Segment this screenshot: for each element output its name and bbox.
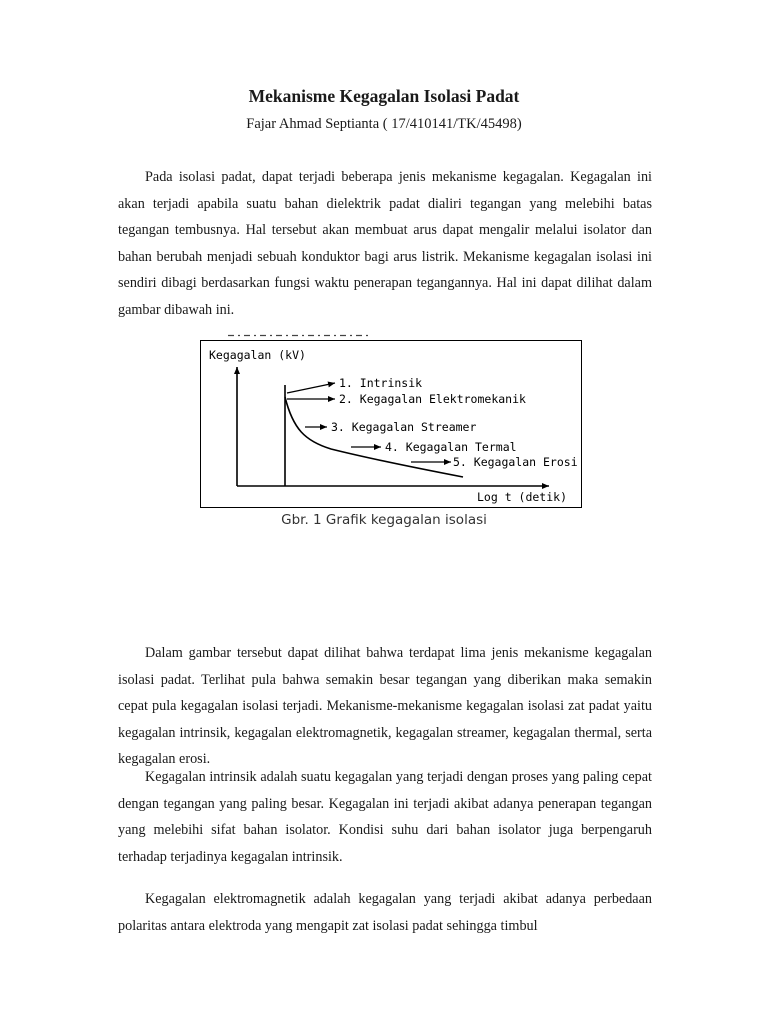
failure-graph-figure [200,340,582,508]
y-axis-label: Kegagalan (kV) [209,348,306,362]
label-elektromekanik: 2. Kegagalan Elektromekanik [339,392,526,406]
paragraph-intrinsik: Kegagalan intrinsik adalah suatu kegagalan yang terjadi dengan proses yang paling cepat dengan tegangan yang paling besar. Kegagalan ini terjadi akibat adanya penerapan tegangan yang melebihi sifat bahan isolator. Kondisi suhu dari bahan isolator juga berpengaruh terhadap terjadinya kegagalan intrinsik. [118,769,652,865]
page-title: Mekanisme Kegagalan Isolasi Padat [248,86,520,106]
failure-curve [285,397,463,477]
paragraph-intro: Pada isolasi padat, dapat terjadi beberapa jenis mekanisme kegagalan. Kegagalan ini akan terjadi apabila suatu bahan dielektrik padat dialiri tegangan yang melebihi batas tegangan tembusnya. Hal tersebut akan membuat arus dapat mengalir melalui isolator dan bahan berubah menjadi sebuah konduktor bagi arus listrik. Mekanisme kegagalan isolasi ini sendiri dibagi berdasarkan fungsi waktu penerapan tegangannya. Hal ini dapat dilihat dalam gambar dibawah ini. [118,169,652,318]
arrow-intrinsik [287,383,335,393]
label-termal: 4. Kegagalan Termal [385,440,517,454]
failure-graph [201,341,583,509]
figure-caption: Gbr. 1 Grafik kegagalan isolasi [281,512,487,528]
paragraph-description: Dalam gambar tersebut dapat dilihat bahwa terdapat lima jenis mekanisme kegagalan isolasi padat. Terlihat pula bahwa semakin besar tegangan yang diberikan maka semakin cepat pula kegagalan isolasi terjadi. Mekanisme-mekanisme kegagalan isolasi zat padat yaitu kegagalan intrinsik, kegagalan elektromagnetik, kegagalan streamer, kegagalan thermal, serta kegagalan erosi. [118,645,652,767]
scan-artifact-line [228,334,368,337]
author-line: Fajar Ahmad Septianta ( 17/410141/TK/45498) [246,116,522,132]
label-streamer: 3. Kegagalan Streamer [331,420,477,434]
paragraph-elektromagnetik: Kegagalan elektromagnetik adalah kegagalan yang terjadi akibat adanya perbedaan polaritas antara elektroda yang mengapit zat isolasi padat sehingga timbul [118,891,652,934]
x-axis-label: Log t (detik) [477,490,568,504]
label-erosi: 5. Kegagalan Erosi [453,455,578,469]
label-intrinsik: 1. Intrinsik [339,376,423,390]
